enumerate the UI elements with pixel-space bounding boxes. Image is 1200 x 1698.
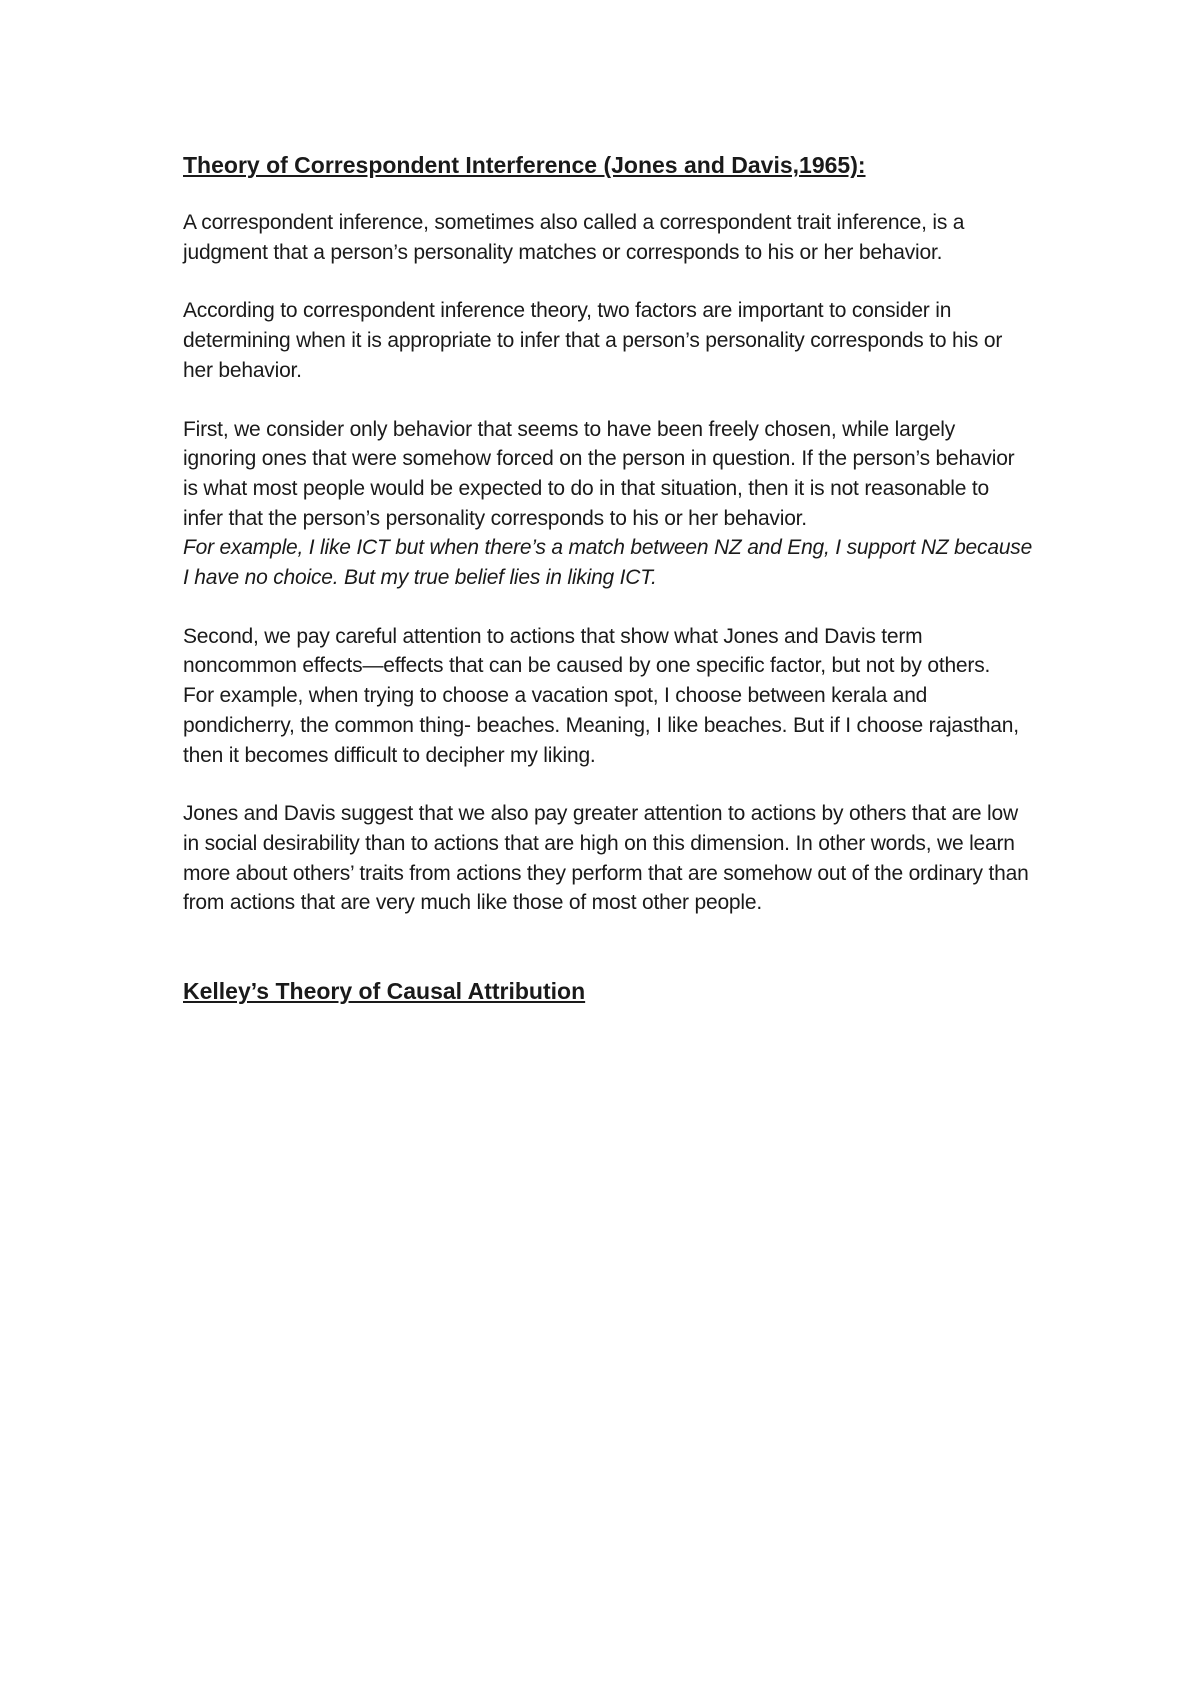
section-heading-correspondent-inference: Theory of Correspondent Interference (Jones and Davis,1965): bbox=[183, 152, 866, 178]
paragraph-second-factor-example: For example, when trying to choose a vacation spot, I choose between kerala and pondicherry, the common thing- beaches. Meaning, I like beaches. But if I choose rajasthan, then it becomes difficult to decipher my liking. bbox=[183, 684, 1019, 767]
paragraph-second-factor: Second, we pay careful attention to actions that show what Jones and Davis term noncommon effects—effects that can be caused by one specific factor, but not by others. bbox=[183, 624, 991, 678]
spacer bbox=[183, 770, 1033, 799]
paragraph-two-factors: According to correspondent inference theory, two factors are important to consider in determining when it is appropriate to infer that a person’s personality corresponds to his or her behavior. bbox=[183, 299, 1003, 382]
spacer bbox=[183, 267, 1033, 296]
paragraph-first-factor: First, we consider only behavior that seems to have been freely chosen, while largely ignoring ones that were somehow forced on the person in question. If the person’s behavior is what most people would be expected to do in that situation, then it is not reasonable to infer that the person’s personality corresponds to his or her behavior. bbox=[183, 417, 1015, 530]
document-page bbox=[183, 150, 1033, 1006]
spacer bbox=[183, 593, 1033, 622]
spacer bbox=[183, 918, 1033, 976]
paragraph-definition: A correspondent inference, sometimes also called a correspondent trait inference, is a judgment that a person’s personality matches or corresponds to his or her behavior. bbox=[183, 211, 965, 264]
paragraph-first-factor-example: For example, I like ICT but when there’s a match between NZ and Eng, I support NZ because I have no choice. But my true belief lies in liking ICT. bbox=[183, 536, 1033, 590]
paragraph-social-desirability: Jones and Davis suggest that we also pay greater attention to actions by others that are low in social desirability than to actions that are high on this dimension. In other words, we learn more about others’ traits from actions they perform that are somehow out of the ordinary than from actions that are very much like those of most other people. bbox=[183, 802, 1029, 915]
spacer bbox=[183, 386, 1033, 415]
spacer bbox=[183, 180, 1033, 208]
section-heading-kelley: Kelley’s Theory of Causal Attribution bbox=[183, 978, 586, 1005]
